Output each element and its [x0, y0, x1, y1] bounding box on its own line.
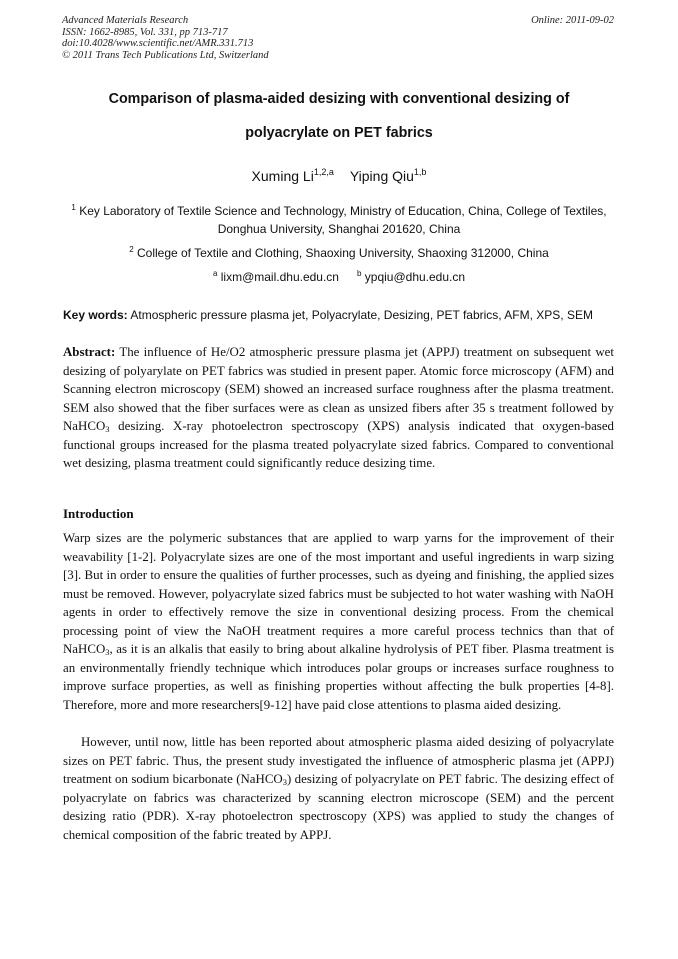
email-link: ypqiu@dhu.edu.cn	[364, 270, 466, 284]
abstract-label: Abstract:	[63, 345, 116, 359]
journal-doi: doi:10.4028/www.scientific.net/AMR.331.713	[62, 38, 254, 50]
subscript: 3	[105, 647, 110, 657]
journal-name: Advanced Materials Research	[62, 15, 189, 26]
keywords-text: Atmospheric pressure plasma jet, Polyacrylate, Desizing, PET fabrics, AFM, XPS, SEM	[130, 308, 593, 322]
keywords-label: Key words:	[63, 308, 128, 322]
paragraph	[63, 733, 614, 844]
subscript: 3	[105, 424, 110, 434]
paragraph	[63, 529, 614, 714]
email-link: lixm@mail.dhu.edu.cn	[220, 270, 339, 284]
paper-title-line-2: polyacrylate on PET fabrics	[245, 125, 433, 141]
affiliation-2	[70, 244, 608, 262]
paragraph-text: ) desizing of polyacrylate on PET fabric. The desizing effect of polyacrylate on fabrics was characterized by scanning electron microscope (SEM) and the percent desizing ratio (PDR). X-ray photoelectron spectroscopy (XPS) was applied to study the changes of chemical composition of the fabric treated by APPJ.	[63, 772, 614, 842]
paragraph-text: Warp sizes are the polymeric substances that are applied to warp yarns for the improvement of their weavability [1-2]. Polyacrylate sizes are one of the most important and useful ingredients in warp sizing [3]. But in order to ensure the qualities of further processes, such as dyeing and finishing, the applied sizes must be removed. However, polyacrylate sized fabrics must be subjected to hot water washing with NaOH agents in order to effectively remove the size in conventional desizing process. From the chemical processing point of view the NaOH treatment requires a more careful process technics than that of NaHCO	[63, 531, 614, 656]
author-name: Xuming Li	[251, 168, 314, 184]
email-mark: a	[212, 269, 218, 278]
paragraph-text: However, until now, little has been reported about atmospheric plasma aided desizing of polyacrylate sizes on PET fabric. Thus, the present study investigated the influence of atmospheric plasma jet (APPJ) treatment on sodium bicarbonate (NaHCO	[63, 735, 614, 786]
paragraph-text: , as it is an alkalis that easily to bring about alkaline hydrolysis of PET fiber. Plasma treatment is an environmentally friendly technique which introduces polar groups or increases surface roughness to improve surface properties, as well as finishing properties without affecting the bulk properties [4-8]. Therefore, more and more researchers[9-12] have paid close attentions to plasma aided desizing.	[63, 642, 614, 712]
paper-title-line-1: Comparison of plasma-aided desizing with conventional desizing of	[108, 91, 570, 107]
author-list	[40, 168, 638, 184]
author-affiliation-mark: 1,b	[413, 167, 427, 177]
abstract-text: The influence of He/O2 atmospheric pressure plasma jet (APPJ) treatment on subsequent wet desizing of polyarylate on PET fabrics was studied in present paper. Atomic force microscopy (AFM) and Scanning electron microscopy (SEM) showed an increased surface roughness after the plasma treatment. SEM also showed that the fiber surfaces were as clean as unsized fibers after 35 s treatment followed by NaHCO	[63, 345, 614, 433]
email-mark: b	[356, 269, 362, 278]
online-date: Online: 2011-09-02	[531, 15, 614, 26]
author-name: Yiping Qiu	[349, 168, 414, 184]
subscript: 3	[282, 777, 287, 787]
affiliation-mark: 1	[71, 203, 76, 212]
journal-copyright: © 2011 Trans Tech Publications Ltd, Switzerland	[62, 49, 269, 61]
abstract	[63, 343, 614, 473]
author-emails	[70, 268, 608, 286]
journal-issn: ISSN: 1662-8985, Vol. 331, pp 713-717	[62, 26, 228, 38]
author-affiliation-mark: 1,2,a	[313, 167, 334, 177]
affiliation-1	[70, 202, 608, 238]
keywords	[63, 307, 614, 323]
affiliation-text: College of Textile and Clothing, Shaoxing University, Shaoxing 312000, China	[136, 246, 549, 260]
section-heading: Introduction	[63, 506, 134, 521]
journal-header	[62, 15, 269, 61]
abstract-text: desizing. X-ray photoelectron spectroscopy (XPS) analysis indicated that oxygen-based functional groups increased for the plasma treated polyacrylate sized fabrics. Compared to conventional wet desizing, plasma treatment could significantly reduce desizing time.	[63, 419, 614, 470]
affiliation-text: Key Laboratory of Textile Science and Technology, Ministry of Education, China, College of Textiles, Donghua University, Shanghai 201620, China	[79, 204, 607, 236]
affiliation-mark: 2	[129, 245, 134, 254]
